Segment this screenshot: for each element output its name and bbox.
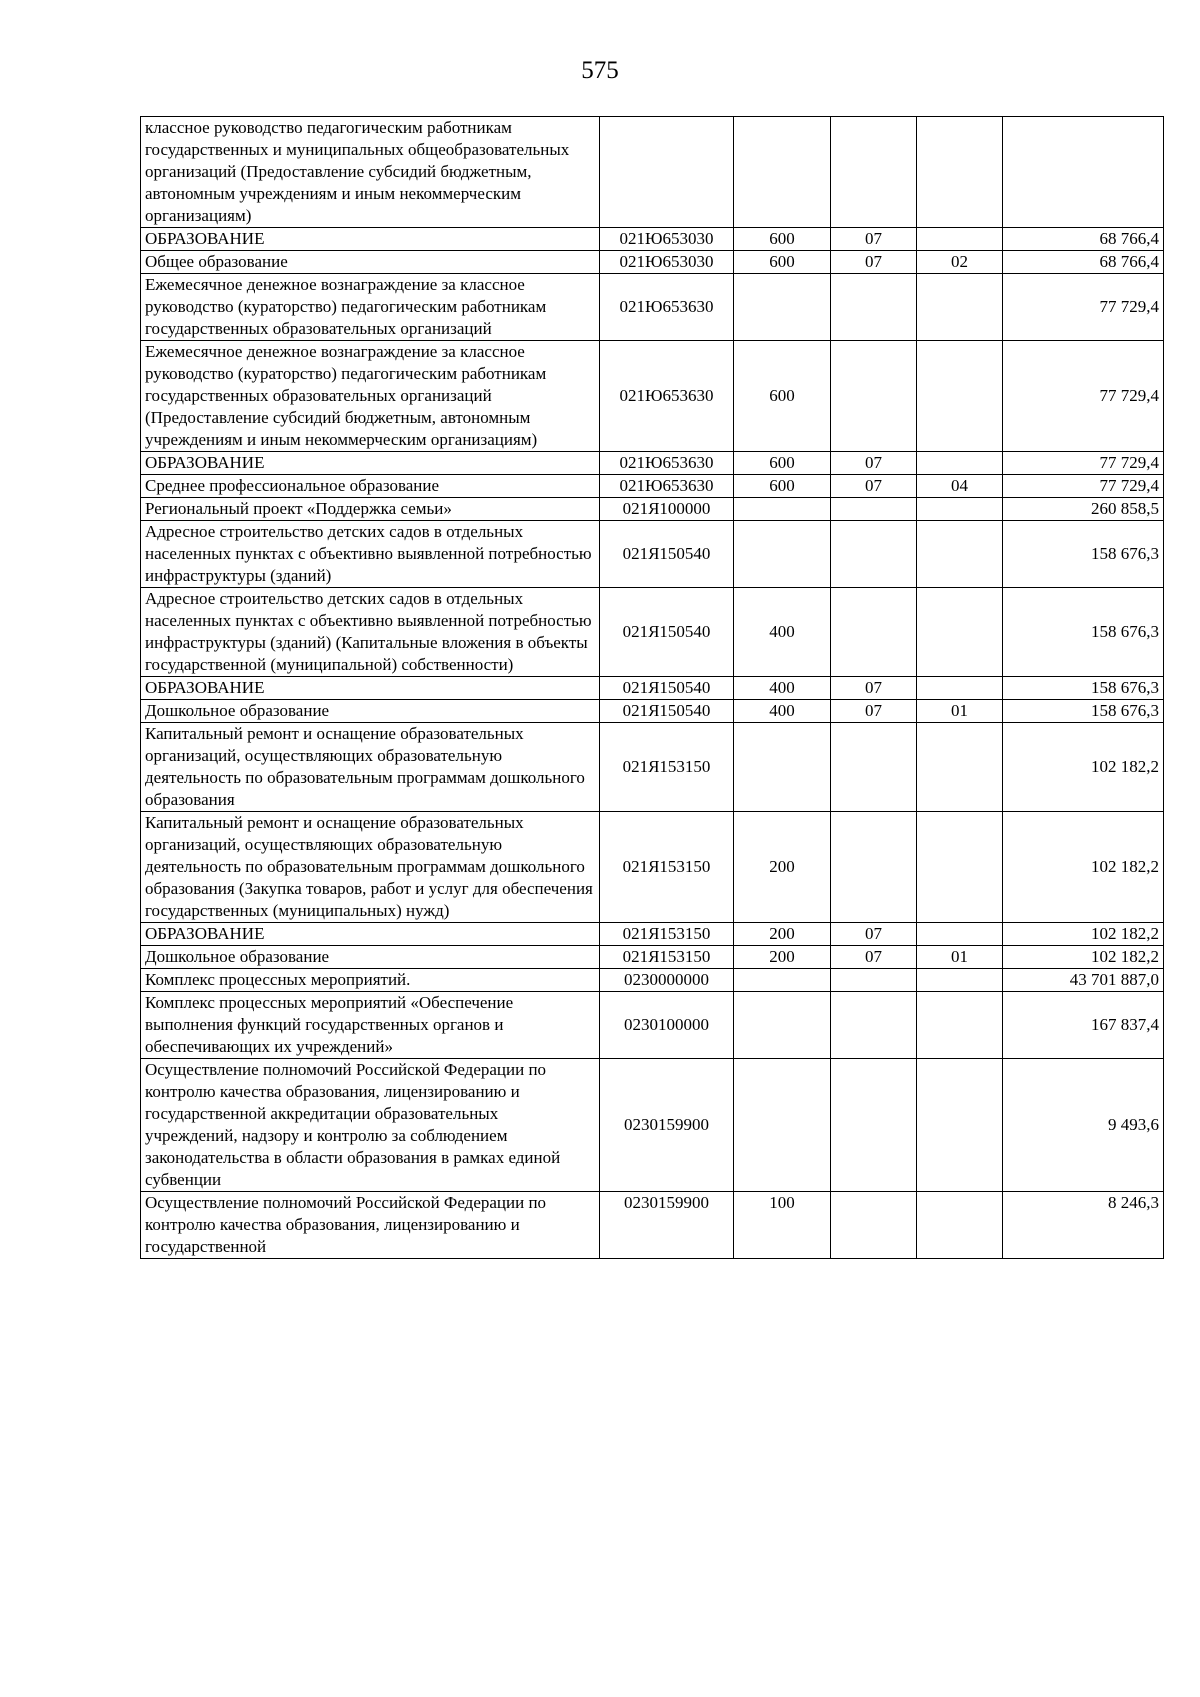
amount-cell: 77 729,4	[1003, 452, 1164, 475]
row-name-cell: Осуществление полномочий Российской Федерации по контролю качества образования, лицензированию и государственной аккредитации образовательных учреждений, надзору и контролю за соблюдением законодательства в области образования в рамках единой субвенции	[141, 1059, 600, 1192]
table-row	[141, 969, 1164, 992]
section-code-cell	[831, 1059, 917, 1192]
subsection-code-cell: 02	[917, 251, 1003, 274]
expense-type-cell	[734, 117, 831, 228]
target-article-code-cell: 021Ю653030	[600, 251, 734, 274]
subsection-code-cell	[917, 812, 1003, 923]
section-code-cell	[831, 588, 917, 677]
section-code-cell: 07	[831, 946, 917, 969]
target-article-code-cell: 021Ю653630	[600, 475, 734, 498]
amount-cell: 102 182,2	[1003, 946, 1164, 969]
row-name-cell: Дошкольное образование	[141, 946, 600, 969]
row-name-cell: Региональный проект «Поддержка семьи»	[141, 498, 600, 521]
subsection-code-cell	[917, 498, 1003, 521]
expense-type-cell: 600	[734, 251, 831, 274]
amount-cell: 9 493,6	[1003, 1059, 1164, 1192]
expense-type-cell: 600	[734, 341, 831, 452]
subsection-code-cell	[917, 1192, 1003, 1259]
target-article-code-cell: 021Ю653630	[600, 341, 734, 452]
subsection-code-cell	[917, 117, 1003, 228]
amount-cell: 43 701 887,0	[1003, 969, 1164, 992]
row-name-cell: Комплекс процессных мероприятий «Обеспечение выполнения функций государственных органов и обеспечивающих их учреждений»	[141, 992, 600, 1059]
amount-cell: 77 729,4	[1003, 274, 1164, 341]
table-row	[141, 1192, 1164, 1259]
target-article-code-cell: 021Я150540	[600, 677, 734, 700]
subsection-code-cell: 04	[917, 475, 1003, 498]
subsection-code-cell	[917, 969, 1003, 992]
row-name-cell: Общее образование	[141, 251, 600, 274]
section-code-cell	[831, 521, 917, 588]
amount-cell: 158 676,3	[1003, 677, 1164, 700]
row-name-cell: Дошкольное образование	[141, 700, 600, 723]
row-name-cell: Ежемесячное денежное вознаграждение за классное руководство (кураторство) педагогическим работникам государственных образовательных организаций (Предоставление субсидий бюджетным, автономным учреждениям и иным некоммерческим организациям)	[141, 341, 600, 452]
subsection-code-cell: 01	[917, 700, 1003, 723]
subsection-code-cell	[917, 274, 1003, 341]
table-row	[141, 228, 1164, 251]
amount-cell: 77 729,4	[1003, 341, 1164, 452]
target-article-code-cell: 0230159900	[600, 1059, 734, 1192]
expense-type-cell: 100	[734, 1192, 831, 1259]
target-article-code-cell: 021Я153150	[600, 946, 734, 969]
table-row	[141, 117, 1164, 228]
subsection-code-cell	[917, 588, 1003, 677]
expense-type-cell	[734, 723, 831, 812]
row-name-cell: Адресное строительство детских садов в отдельных населенных пунктах с объективно выявленной потребностью инфраструктуры (зданий) (Капитальные вложения в объекты государственной (муниципальной) собственности)	[141, 588, 600, 677]
expense-type-cell	[734, 274, 831, 341]
expense-type-cell	[734, 1059, 831, 1192]
section-code-cell: 07	[831, 452, 917, 475]
expense-type-cell: 200	[734, 812, 831, 923]
section-code-cell: 07	[831, 475, 917, 498]
target-article-code-cell: 0230159900	[600, 1192, 734, 1259]
target-article-code-cell: 0230100000	[600, 992, 734, 1059]
section-code-cell	[831, 341, 917, 452]
target-article-code-cell: 021Я150540	[600, 700, 734, 723]
section-code-cell: 07	[831, 923, 917, 946]
subsection-code-cell	[917, 341, 1003, 452]
subsection-code-cell	[917, 723, 1003, 812]
target-article-code-cell: 0230000000	[600, 969, 734, 992]
section-code-cell	[831, 992, 917, 1059]
row-name-cell: Среднее профессиональное образование	[141, 475, 600, 498]
amount-cell: 68 766,4	[1003, 228, 1164, 251]
section-code-cell: 07	[831, 228, 917, 251]
expense-type-cell: 200	[734, 923, 831, 946]
expense-type-cell: 600	[734, 475, 831, 498]
subsection-code-cell	[917, 992, 1003, 1059]
subsection-code-cell	[917, 452, 1003, 475]
section-code-cell: 07	[831, 700, 917, 723]
table-row	[141, 452, 1164, 475]
row-name-cell: ОБРАЗОВАНИЕ	[141, 923, 600, 946]
amount-cell: 158 676,3	[1003, 700, 1164, 723]
section-code-cell	[831, 723, 917, 812]
section-code-cell	[831, 274, 917, 341]
subsection-code-cell	[917, 677, 1003, 700]
section-code-cell	[831, 498, 917, 521]
table-row	[141, 992, 1164, 1059]
target-article-code-cell: 021Ю653630	[600, 452, 734, 475]
row-name-cell: Ежемесячное денежное вознаграждение за классное руководство (кураторство) педагогическим работникам государственных образовательных организаций	[141, 274, 600, 341]
budget-table	[140, 116, 1164, 1259]
amount-cell: 260 858,5	[1003, 498, 1164, 521]
table-row	[141, 341, 1164, 452]
subsection-code-cell: 01	[917, 946, 1003, 969]
section-code-cell: 07	[831, 677, 917, 700]
table-row	[141, 700, 1164, 723]
expense-type-cell	[734, 498, 831, 521]
section-code-cell	[831, 812, 917, 923]
expense-type-cell	[734, 521, 831, 588]
expense-type-cell: 200	[734, 946, 831, 969]
table-row	[141, 1059, 1164, 1192]
section-code-cell	[831, 1192, 917, 1259]
expense-type-cell: 600	[734, 452, 831, 475]
target-article-code-cell: 021Ю653030	[600, 228, 734, 251]
expense-type-cell: 600	[734, 228, 831, 251]
target-article-code-cell: 021Я100000	[600, 498, 734, 521]
subsection-code-cell	[917, 228, 1003, 251]
budget-table-body	[141, 117, 1164, 1259]
amount-cell: 68 766,4	[1003, 251, 1164, 274]
table-row	[141, 475, 1164, 498]
amount-cell: 77 729,4	[1003, 475, 1164, 498]
expense-type-cell	[734, 969, 831, 992]
row-name-cell: ОБРАЗОВАНИЕ	[141, 677, 600, 700]
section-code-cell	[831, 117, 917, 228]
table-row	[141, 946, 1164, 969]
expense-type-cell: 400	[734, 700, 831, 723]
expense-type-cell: 400	[734, 588, 831, 677]
amount-cell: 158 676,3	[1003, 588, 1164, 677]
row-name-cell: классное руководство педагогическим работникам государственных и муниципальных общеобразовательных организаций (Предоставление субсидий бюджетным, автономным учреждениям и иным некоммерческим организациям)	[141, 117, 600, 228]
table-row	[141, 923, 1164, 946]
subsection-code-cell	[917, 923, 1003, 946]
target-article-code-cell: 021Я153150	[600, 723, 734, 812]
table-row	[141, 251, 1164, 274]
target-article-code-cell: 021Я153150	[600, 923, 734, 946]
page-number: 575	[581, 57, 619, 84]
table-row	[141, 812, 1164, 923]
subsection-code-cell	[917, 521, 1003, 588]
target-article-code-cell: 021Ю653630	[600, 274, 734, 341]
table-row	[141, 677, 1164, 700]
row-name-cell: Адресное строительство детских садов в отдельных населенных пунктах с объективно выявленной потребностью инфраструктуры (зданий)	[141, 521, 600, 588]
expense-type-cell: 400	[734, 677, 831, 700]
section-code-cell	[831, 969, 917, 992]
table-row	[141, 498, 1164, 521]
amount-cell: 102 182,2	[1003, 923, 1164, 946]
target-article-code-cell: 021Я150540	[600, 588, 734, 677]
amount-cell: 167 837,4	[1003, 992, 1164, 1059]
amount-cell: 102 182,2	[1003, 812, 1164, 923]
target-article-code-cell: 021Я150540	[600, 521, 734, 588]
amount-cell: 8 246,3	[1003, 1192, 1164, 1259]
amount-cell: 158 676,3	[1003, 521, 1164, 588]
section-code-cell: 07	[831, 251, 917, 274]
amount-cell	[1003, 117, 1164, 228]
row-name-cell: ОБРАЗОВАНИЕ	[141, 228, 600, 251]
row-name-cell: Комплекс процессных мероприятий.	[141, 969, 600, 992]
table-row	[141, 521, 1164, 588]
subsection-code-cell	[917, 1059, 1003, 1192]
row-name-cell: Капитальный ремонт и оснащение образовательных организаций, осуществляющих образовательную деятельность по образовательным программам дошкольного образования (Закупка товаров, работ и услуг для обеспечения государственных (муниципальных) нужд)	[141, 812, 600, 923]
target-article-code-cell	[600, 117, 734, 228]
expense-type-cell	[734, 992, 831, 1059]
target-article-code-cell: 021Я153150	[600, 812, 734, 923]
table-row	[141, 274, 1164, 341]
row-name-cell: Капитальный ремонт и оснащение образовательных организаций, осуществляющих образовательную деятельность по образовательным программам дошкольного образования	[141, 723, 600, 812]
row-name-cell: Осуществление полномочий Российской Федерации по контролю качества образования, лицензированию и государственной	[141, 1192, 600, 1259]
table-row	[141, 588, 1164, 677]
table-row	[141, 723, 1164, 812]
amount-cell: 102 182,2	[1003, 723, 1164, 812]
row-name-cell: ОБРАЗОВАНИЕ	[141, 452, 600, 475]
